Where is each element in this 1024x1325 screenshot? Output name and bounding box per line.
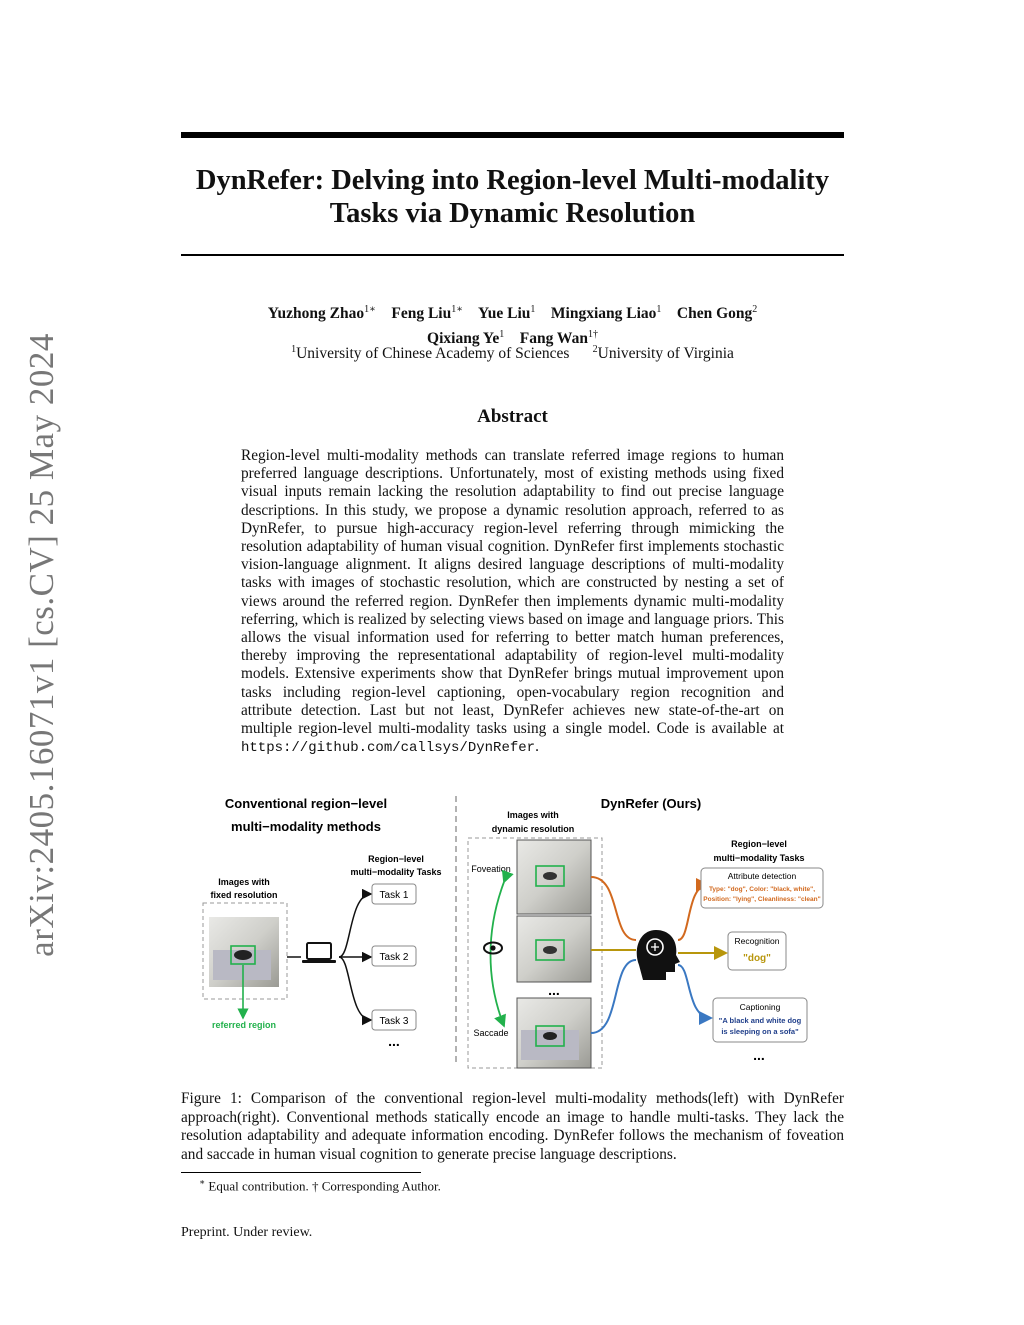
author: Qixiang Ye$^1$ — [427, 329, 505, 348]
authors-line-1 — [181, 299, 844, 324]
paper-title — [181, 164, 844, 230]
author: Fang Wan$^{1\dagger}$ — [519, 329, 598, 348]
task-3-label: Task 3 — [379, 1016, 409, 1027]
abstract-text: Region-level multi-modality methods can translate referred image regions to human preferred language descriptions. Unfortunately, most of existing methods using fixed visual inputs remain lacking the resolution adaptability to find out precise language descriptions. In this study, we propose a dynamic resolution approach, referred to as DynRefer, to pursue high-accuracy region-level referring through mimicking the resolution adaptability of human visual cognition. DynRefer first implements stochastic vision-language alignment. It aligns desired language descriptions of multi-modality tasks with images of stochastic resolution, which are constructed by nesting a set of views around the referred region. DynRefer then implements dynamic multi-modality referring, which is realized by selecting views based on image and language priors. This allows the visual information used for referring to better match human preferences, thereby improving the representational adaptability of region-level multi-modality models. Extensive experiments show that DynRefer brings mutual improvement upon tasks including region-level captioning, open-vocabulary region recognition and attribute detection. Last but not least, DynRefer achieves new state-of-the-art on multiple region-level multi-modality tasks using a single model. Code is available at https://github.com/callsys/DynRefer. — [241, 447, 784, 757]
author: Yue Liu$^1$ — [477, 304, 536, 323]
attr-line-2: Position: "lying", Cleanliness: "clean" — [703, 896, 821, 903]
figure-caption: Figure 1: Comparison of the conventional region-level multi-modality methods(left) with DynRefer approach(right). Conventional methods statically encode an image to handle multi-tasks. They lack the resolution adaptability and adequate information encoding. DynRefer follows the mechanism of foveation and saccade in human visual cognition to generate precise language descriptions. — [181, 1090, 844, 1163]
tasks-head-1: Region−level — [368, 854, 424, 864]
dog-shape — [234, 950, 252, 960]
preprint-note: Preprint. Under review. — [181, 1225, 313, 1240]
brain-head-icon — [637, 930, 680, 980]
recog-title: Recognition — [734, 936, 780, 946]
rtasks-ellipsis: ... — [753, 1047, 765, 1063]
referred-label: referred region — [211, 1020, 277, 1030]
author: Feng Liu$^{1∗}$ — [391, 304, 464, 323]
eye-icon — [484, 943, 502, 954]
views-ellipsis: ... — [548, 982, 560, 998]
footnote: ∗ Equal contribution. † Corresponding Author. — [199, 1177, 441, 1194]
abstract-heading: Abstract — [477, 406, 548, 427]
view-2-dog — [543, 946, 557, 954]
foveation-label: Foveation — [471, 864, 511, 874]
rtasks-head-1: Region−level — [731, 839, 787, 849]
task-2-label: Task 2 — [379, 952, 409, 963]
rtasks-head-2: multi−modality Tasks — [713, 853, 805, 863]
figure-1 — [181, 790, 844, 1070]
left-title-1: Conventional region−level — [224, 796, 388, 811]
fixed-label-2: fixed resolution — [210, 890, 278, 900]
author: Yuzhong Zhao$^{1∗}$ — [267, 304, 376, 323]
dyn-label-1: Images with — [507, 810, 559, 820]
title-line-2: Tasks via Dynamic Resolution — [329, 198, 696, 229]
tasks-head-2: multi−modality Tasks — [350, 867, 442, 877]
cap-title: Captioning — [739, 1002, 781, 1012]
affiliations — [181, 340, 844, 364]
laptop-icon — [302, 943, 336, 963]
recog-value: "dog" — [743, 953, 771, 964]
view-3-link — [591, 960, 636, 1033]
link-cap — [678, 965, 711, 1018]
left-title-2: multi−modality methods — [231, 819, 381, 834]
branch-task-3 — [339, 957, 371, 1020]
dyn-label-2: dynamic resolution — [491, 824, 575, 834]
branch-task-1 — [339, 894, 371, 957]
right-title: DynRefer (Ours) — [600, 796, 702, 811]
saccade-label: Saccade — [473, 1028, 509, 1038]
footnote-rule — [181, 1172, 421, 1173]
cap-line-2: is sleeping on a sofa" — [721, 1027, 799, 1036]
author: Mingxiang Liao$^1$ — [550, 304, 662, 323]
task-1-label: Task 1 — [379, 890, 409, 901]
attr-title: Attribute detection — [727, 871, 797, 881]
title-line-1: DynRefer: Delving into Region-level Multi-modality — [195, 165, 830, 196]
view-1-link — [591, 877, 636, 940]
view-1-dog — [543, 872, 557, 880]
attr-line-1: Type: "dog", Color: "black, white", — [708, 886, 816, 893]
tasks-ellipsis: ... — [388, 1033, 400, 1049]
arxiv-id: arXiv:2405.16071v1 [cs.CV] 25 May 2024 — [22, 333, 61, 957]
author: Chen Gong$^2$ — [676, 304, 758, 323]
title-rule-bottom — [181, 254, 844, 256]
fixed-label-1: Images with — [218, 877, 270, 887]
affiliation: $^2$University of Virginia — [592, 344, 734, 363]
code-link[interactable]: https://github.com/callsys/DynRefer — [241, 740, 536, 757]
title-rule-top — [181, 132, 844, 138]
affiliation: $^1$University of Chinese Academy of Sciences — [291, 344, 570, 363]
cap-line-1: "A black and white dog — [718, 1016, 802, 1025]
view-3-dog — [543, 1032, 557, 1040]
